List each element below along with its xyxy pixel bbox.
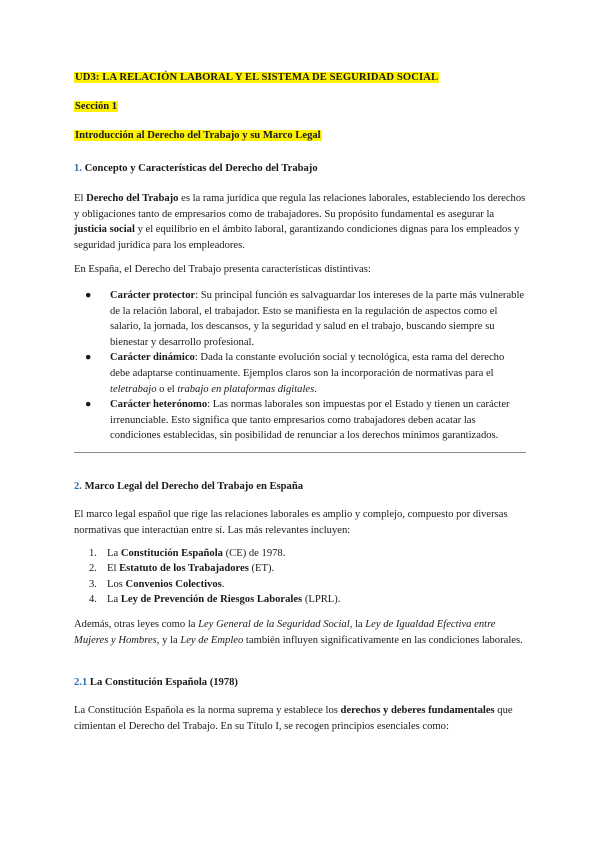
list-item: 2. El Estatuto de los Trabajadores (ET). bbox=[89, 563, 275, 575]
heading-2-1: 2.1 La Constitución Española (1978) bbox=[74, 677, 238, 688]
paragraph-other-laws: Además, otras leyes como la Ley General de la Seguridad Social, la Ley de Igualdad Efectiva entre Mujeres y Hombres, y la Ley de Empleo también influyen significativamente en las condiciones laborales. bbox=[74, 619, 523, 646]
paragraph-characteristics-intro: En España, el Derecho del Trabajo presenta características distintivas: bbox=[74, 264, 371, 275]
paragraph-constitution: La Constitución Española es la norma suprema y establece los derechos y deberes fundamentales que cimientan el Derecho del Trabajo. En su Título I, se recogen principios esenciales como: bbox=[74, 705, 513, 732]
divider bbox=[74, 452, 526, 453]
bullet-icon: ● bbox=[85, 352, 92, 364]
bullet-icon: ● bbox=[85, 399, 92, 411]
document-title: UD3: LA RELACIÓN LABORAL Y EL SISTEMA DE SEGURIDAD SOCIAL bbox=[75, 72, 439, 83]
section-label: Sección 1 bbox=[75, 101, 118, 112]
list-item: 4. La Ley de Prevención de Riesgos Laborales (LPRL). bbox=[89, 593, 341, 605]
heading-1: 1. Concepto y Características del Derecho del Trabajo bbox=[74, 163, 318, 174]
list-item: ● Carácter heterónomo: Las normas laborales son impuestas por el Estado y tienen un carácter irrenunciable. Esto significa que tanto empresarios como trabajadores deben acatar las condiciones establecidas, sin posibilidad de renunciar a los derechos mínimos garantizados. bbox=[85, 399, 510, 442]
list-item: ● Carácter protector: Su principal función es salvaguardar los intereses de la parte más vulnerable de la relación laboral, el trabajador. Esto se manifiesta en la regulación de aspectos como el salario, la jornada, los descansos, y la seguridad y salud en el trabajo, buscando siempre su bienestar y desarrollo profesional. bbox=[85, 290, 525, 348]
list-item: ● Carácter dinámico: Dada la constante evolución social y tecnológica, esta rama del derecho debe adaptarse continuamente. Ejemplos claros son la incorporación de normativas para el teletrabajo o el trabajo en plataformas digitales. bbox=[85, 352, 505, 395]
laws-list bbox=[80, 546, 520, 607]
heading-2: 2. Marco Legal del Derecho del Trabajo en España bbox=[74, 481, 304, 492]
intro-heading: Introducción al Derecho del Trabajo y su Marco Legal bbox=[75, 130, 321, 141]
bullet-icon: ● bbox=[85, 290, 92, 301]
characteristics-list bbox=[80, 288, 526, 444]
list-item: 1. La Constitución Española (CE) de 1978. bbox=[89, 548, 286, 559]
paragraph-definition: El Derecho del Trabajo es la rama jurídica que regula las relaciones laborales, estableciendo los derechos y obligaciones tanto de empresarios como de trabajadores. Su propósito fundamental es asegurar la justicia social y el equilibrio en el ámbito laboral, garantizando condiciones dignas para los empleados y seguridad jurídica para los empleadores. bbox=[74, 193, 526, 251]
list-item: 3. Los Convenios Colectivos. bbox=[89, 578, 225, 590]
paragraph-legal-framework: El marco legal español que rige las relaciones laborales es amplio y complejo, compuesto por diversas normativas que interactúan entre sí. Las más relevantes incluyen: bbox=[74, 509, 508, 536]
